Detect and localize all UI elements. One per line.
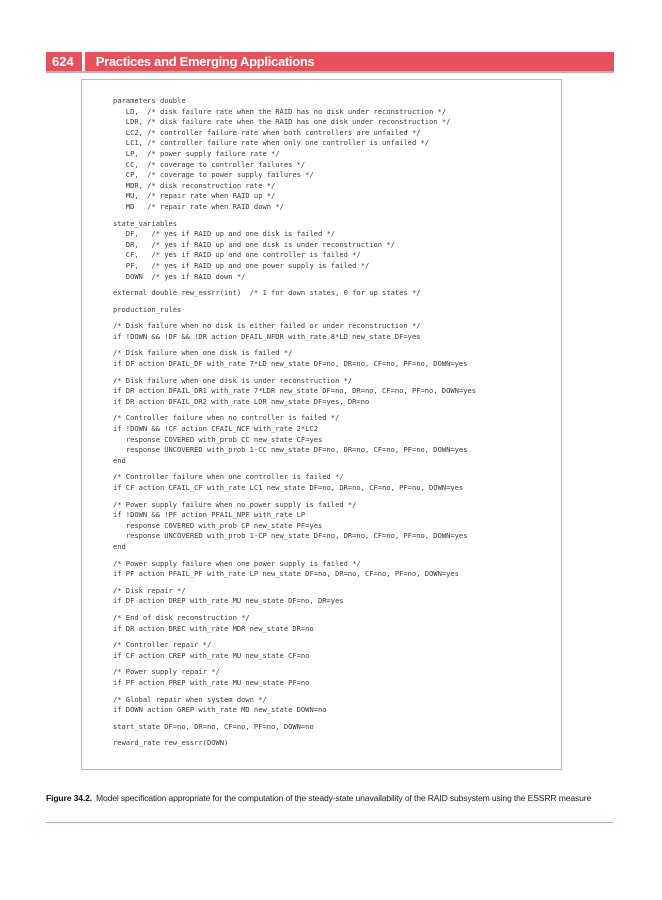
code-listing-box: [81, 79, 562, 770]
code-line: DR, /* yes if RAID up and one disk is under reconstruction */: [113, 239, 395, 249]
code-line: if DR action DFAIL_DR1 with_rate 7*LDR new_state DF=no, DR=no, CF=no, PF=no, DOWN=yes: [113, 386, 477, 396]
code-line: LDR, /* disk failure rate when the RAID has one disk under reconstruction */: [113, 117, 451, 127]
code-line: if !DOWN && !CF action CFAIL_NCF with_rate 2*LC2: [113, 424, 318, 434]
code-line: /* Power supply failure when no power supply is failed */: [113, 499, 357, 509]
code-line: reward_rate rew_essrr(DOWN): [113, 738, 229, 748]
code-line: start_state DF=no, DR=no, CF=no, PF=no, DOWN=no: [113, 721, 314, 731]
code-line: /* Disk repair */: [113, 585, 186, 595]
code-line: CF, /* yes if RAID up and one controller is failed */: [113, 250, 361, 260]
running-header: [46, 52, 614, 73]
code-line: if DR action DREC with_rate MDR new_state DR=no: [113, 623, 314, 633]
figure-caption-text: Model specification appropriate for the computation of the steady-state unavailability of the RAID subsystem using the ESSRR measure: [95, 793, 592, 803]
code-line: /* Disk failure when no disk is either failed or under reconstruction */: [113, 321, 421, 331]
page-number: 624: [46, 52, 82, 71]
code-line: if !DOWN && !DF && !DR action DFAIL_NFDR with_rate 8*LD new_state DF=yes: [113, 331, 421, 341]
code-line: DF, /* yes if RAID up and one disk is failed */: [113, 229, 336, 239]
code-line: response UNCOVERED with_prob 1-CC new_state DF=no, DR=no, CF=no, PF=no, DOWN=yes: [113, 445, 468, 455]
code-line: PF, /* yes if RAID up and one power supply is failed */: [113, 260, 370, 270]
code-line: MD /* repair rate when RAID down */: [113, 201, 284, 211]
code-line: if PF action PFAIL_PF with_rate LP new_state DF=no, DR=no, CF=no, PF=no, DOWN=yes: [113, 569, 459, 579]
code-line: LP, /* power supply failure rate */: [113, 148, 280, 158]
code-line: end: [113, 541, 126, 551]
code-line: if DR action DFAIL_DR2 with_rate LDR new_state DF=yes, DR=no: [113, 396, 370, 406]
code-line: /* Disk failure when one disk is failed */: [113, 348, 293, 358]
code-line: CC, /* coverage to controller failures */: [113, 159, 306, 169]
code-line: /* Disk failure when one disk is under reconstruction */: [113, 375, 353, 385]
code-line: response UNCOVERED with_prob 1-CP new_state DF=no, DR=no, CF=no, PF=no, DOWN=yes: [113, 531, 468, 541]
figure-label: Figure 34.2.: [46, 793, 92, 803]
code-line: if !DOWN && !PF action PFAIL_NPF with_rate LP: [113, 510, 306, 520]
code-line: parameters double: [113, 96, 186, 105]
code-line: DOWN /* yes if RAID down */: [113, 271, 246, 281]
code-line: LC2, /* controller failure rate when both controllers are unfailed */: [113, 127, 421, 137]
code-line: /* Controller failure when no controller is failed */: [113, 413, 340, 423]
code-line: if DF action DREP with_rate MU new_state DF=no, DR=yes: [113, 596, 344, 606]
code-line: MU, /* repair rate when RAID up */: [113, 191, 276, 201]
code-line: if DF action DFAIL_DF with_rate 7*LD new_state DF=no, DR=no, CF=no, PF=no, DOWN=yes: [113, 359, 468, 369]
code-line: CP, /* coverage to power supply failures */: [113, 170, 314, 180]
code-line: /* Power supply repair */: [113, 667, 220, 677]
code-line: if CF action CREP with_rate MU new_state CF=no: [113, 650, 310, 660]
code-line: if PF action PREP with_rate MU new_state PF=no: [113, 677, 310, 687]
running-title: Practices and Emerging Applications: [85, 52, 614, 71]
code-listing: [113, 96, 563, 749]
code-line: response COVERED with_prob CP new_state PF=yes: [113, 520, 323, 530]
code-line: /* Controller repair */: [113, 640, 212, 650]
code-line: production_rules: [113, 304, 182, 314]
code-line: LD, /* disk failure rate when the RAID has no disk under reconstruction */: [113, 106, 447, 116]
code-line: end: [113, 455, 126, 465]
code-line: /* End of disk reconstruction */: [113, 612, 250, 622]
code-line: /* Global repair when system down */: [113, 694, 267, 704]
code-line: external double rew_essrr(int) /* 1 for down states, 0 for up states */: [113, 288, 421, 298]
code-line: if CF action CFAIL_CF with_rate LC1 new_state DF=no, DR=no, CF=no, PF=no, DOWN=yes: [113, 483, 464, 492]
code-line: /* Power supply failure when one power supply is failed */: [113, 558, 361, 568]
figure-caption: [46, 792, 621, 804]
code-line: MDR, /* disk reconstruction rate */: [113, 180, 276, 190]
code-line: LC1, /* controller failure rate when only one controller is unfailed */: [113, 138, 430, 148]
code-line: /* Controller failure when one controller is failed */: [113, 472, 344, 482]
code-line: response COVERED with_prob CC new_state CF=yes: [113, 434, 323, 444]
code-line: if DOWN action GREP with_rate MD new_state DOWN=no: [113, 705, 327, 715]
code-line: state_variables: [113, 218, 178, 228]
caption-divider: [46, 822, 614, 823]
